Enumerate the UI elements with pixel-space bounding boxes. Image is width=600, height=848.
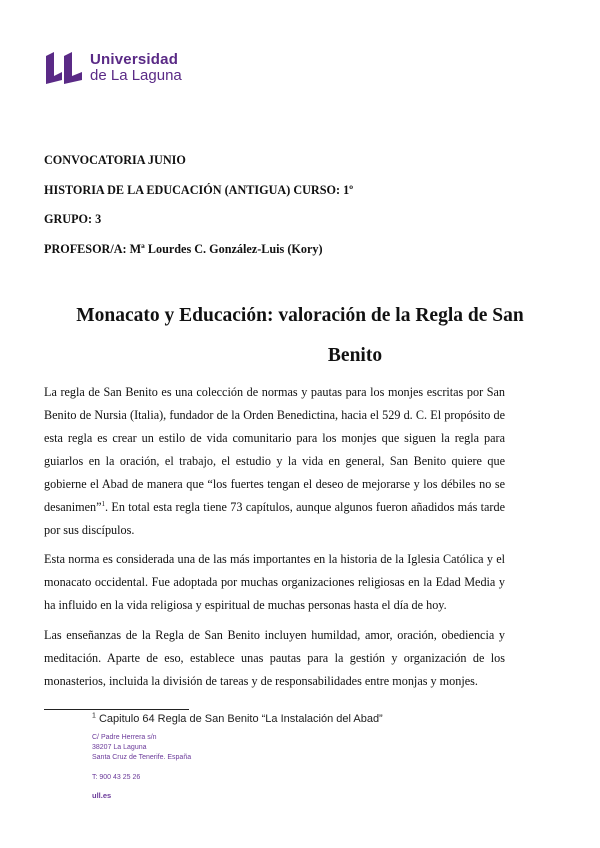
university-website-link[interactable]: ull.es: [92, 791, 112, 800]
paragraph-1-text: La regla de San Benito es una colección de normas y pautas para los monjes escritas por San Benito de Nursia (Italia), fundador de la Orden Benedictina, hacia el 529 d. C. El propósito de esta regla es crear un estilo de vida comunitario para los monjes que siguen la regla para guiarlos en la oración, el trabajo, el estudio y la vida en general, San Benito quiere que gobierne el Abad de manera que “los fuertes tengan el deseo de mejorarse y los débiles no se desanimen”: [44, 385, 505, 514]
footnote-reference[interactable]: 1: [101, 499, 106, 508]
convocatoria-label: CONVOCATORIA JUNIO: [44, 153, 186, 167]
subject-label: HISTORIA DE LA EDUCACIÓN (ANTIGUA) CURSO: 1º: [44, 182, 354, 197]
address-region: Santa Cruz de Tenerife. España: [92, 754, 192, 761]
ull-logo-icon: [44, 52, 84, 84]
title-line-1: Monacato y Educación: valoración de la Regla de San: [76, 305, 524, 326]
university-logo: [44, 52, 182, 84]
group-label: GRUPO: 3: [44, 212, 102, 226]
logo-line-1: Universidad: [90, 51, 179, 68]
university-address: [92, 733, 191, 783]
address-street: C/ Padre Herrera s/n: [92, 734, 157, 741]
paragraph-1: [44, 381, 505, 542]
footnote: [92, 713, 383, 725]
logo-line-2: de La Laguna: [90, 67, 182, 84]
logo-wordmark: [90, 52, 182, 84]
document-header: [44, 153, 353, 271]
address-phone: T: 900 43 25 26: [92, 774, 141, 781]
document-title: [40, 296, 560, 376]
paragraph-1-text-cont: . En total esta regla tiene 73 capítulos, aunque algunos fueron añadidos más tarde por sus discípulos.: [44, 500, 505, 537]
paragraph-3: Las enseñanzas de la Regla de San Benito incluyen humildad, amor, oración, obediencia y meditación. Aparte de eso, establece unas pautas para la gestión y organización de los monasterios, incluida la división de tareas y de responsabilidades entre monjas y monjes.: [44, 628, 505, 688]
address-postal: 38207 La Laguna: [92, 744, 147, 751]
title-line-2: Benito: [327, 345, 383, 366]
paragraph-2: Esta norma es considerada una de las más importantes en la historia de la Iglesia Católica y el monacato occidental. Fue adoptada por muchas organizaciones religiosas en la Edad Media y ha influido en la vida religiosa y espiritual de muchas personas hasta el día de hoy.: [44, 552, 505, 612]
footnote-divider: [44, 709, 189, 710]
professor-label: PROFESOR/A: Mª Lourdes C. González-Luis (Kory): [44, 241, 323, 256]
footnote-text: Capitulo 64 Regla de San Benito “La Instalación del Abad”: [98, 713, 383, 725]
footnote-number: 1: [92, 712, 96, 720]
